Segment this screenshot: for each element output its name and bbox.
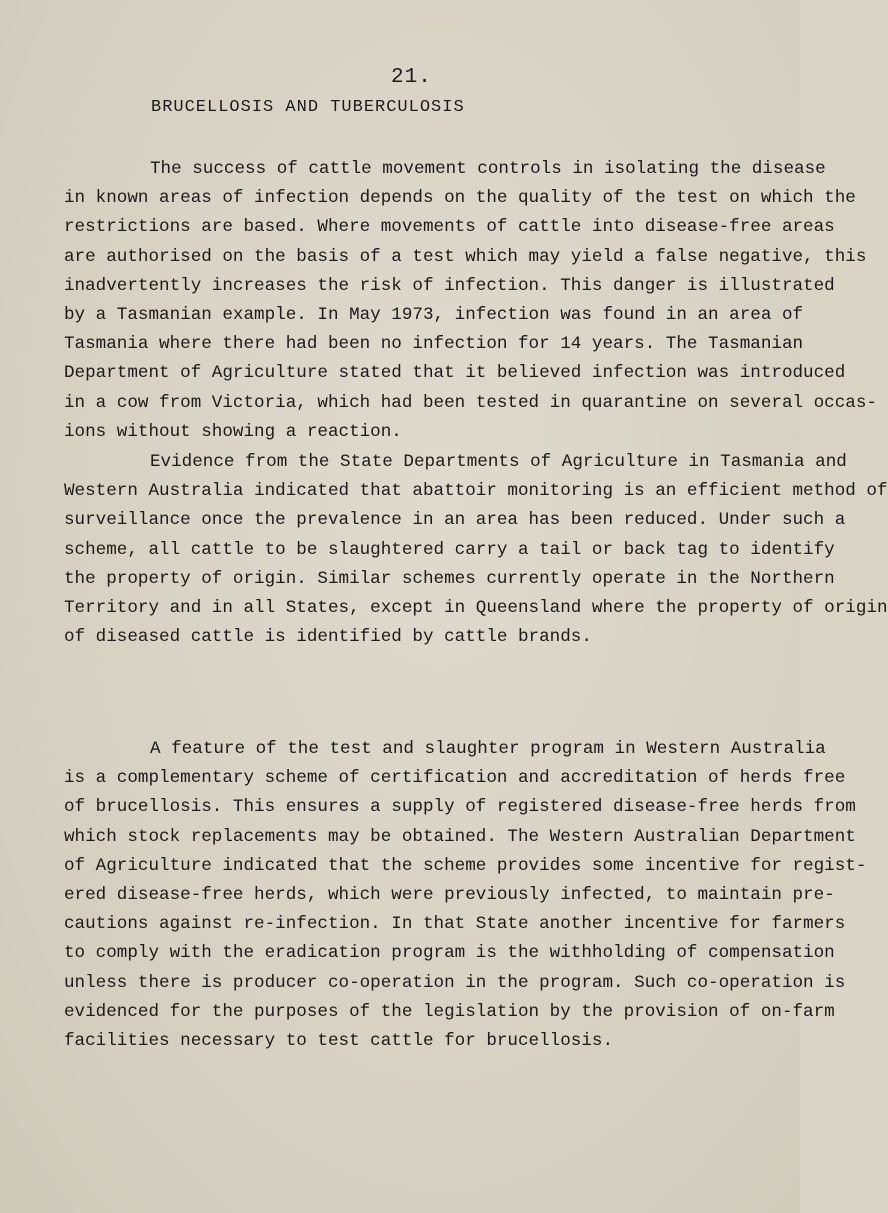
paragraph-herd-certification	[64, 735, 867, 1056]
paragraph-line: Department of Agriculture stated that it believed infection was introduced	[64, 363, 846, 384]
paragraph-line: A feature of the test and slaughter program in Western Australia	[150, 739, 826, 759]
paragraph-line: restrictions are based. Where movements of cattle into disease-free areas	[64, 217, 835, 238]
paragraph-line: surveillance once the prevalence in an area has been reduced. Under such a	[64, 510, 846, 531]
paragraph-line: in known areas of infection depends on the quality of the test on which the	[64, 188, 856, 209]
paragraph-line: ered disease-free herds, which were previously infected, to maintain pre-	[64, 884, 835, 905]
paragraph-line: inadvertently increases the risk of infection. This danger is illustrated	[64, 275, 835, 296]
paragraph-line: The success of cattle movement controls in isolating the disease	[150, 159, 826, 179]
paragraph-line: to comply with the eradication program is the withholding of compensation	[64, 943, 835, 964]
paragraph-line: of Agriculture indicated that the scheme provides some incentive for regist-	[64, 855, 867, 876]
paragraph-line: which stock replacements may be obtained. The Western Australian Department	[64, 826, 856, 847]
paragraph-line: is a complementary scheme of certification and accreditation of herds free	[64, 768, 846, 789]
paragraph-line: Evidence from the State Departments of Agriculture in Tasmania and	[150, 452, 847, 472]
paragraph-line: Western Australia indicated that abattoir monitoring is an efficient method of	[64, 481, 888, 502]
page-number: 21.	[391, 66, 432, 89]
paragraph-line: the property of origin. Similar schemes currently operate in the Northern	[64, 568, 835, 589]
paragraph-line: Tasmania where there had been no infection for 14 years. The Tasmanian	[64, 334, 804, 355]
paragraph-line: in a cow from Victoria, which had been tested in quarantine on several occas-	[64, 392, 877, 413]
paragraph-line: cautions against re-infection. In that State another incentive for farmers	[64, 914, 846, 935]
paragraph-line: Territory and in all States, except in Queensland where the property of origin	[64, 597, 888, 618]
page-title: BRUCELLOSIS AND TUBERCULOSIS	[151, 98, 465, 117]
paragraph-line: ions without showing a reaction.	[64, 421, 402, 442]
paragraph-line: of diseased cattle is identified by cattle brands.	[64, 627, 592, 648]
paragraph-line: unless there is producer co-operation in the program. Such co-operation is	[64, 972, 846, 993]
paragraph-line: are authorised on the basis of a test which may yield a false negative, this	[64, 246, 867, 267]
paragraph-line: scheme, all cattle to be slaughtered carry a tail or back tag to identify	[64, 539, 835, 560]
paragraph-cattle-movement-controls	[64, 155, 877, 447]
paragraph-line: by a Tasmanian example. In May 1973, infection was found in an area of	[64, 304, 804, 325]
paragraph-line: evidenced for the purposes of the legislation by the provision of on-farm	[64, 1001, 835, 1022]
paragraph-line: of brucellosis. This ensures a supply of registered disease-free herds from	[64, 797, 856, 818]
paragraph-abattoir-monitoring	[64, 448, 888, 652]
paragraph-line: facilities necessary to test cattle for brucellosis.	[64, 1030, 614, 1051]
